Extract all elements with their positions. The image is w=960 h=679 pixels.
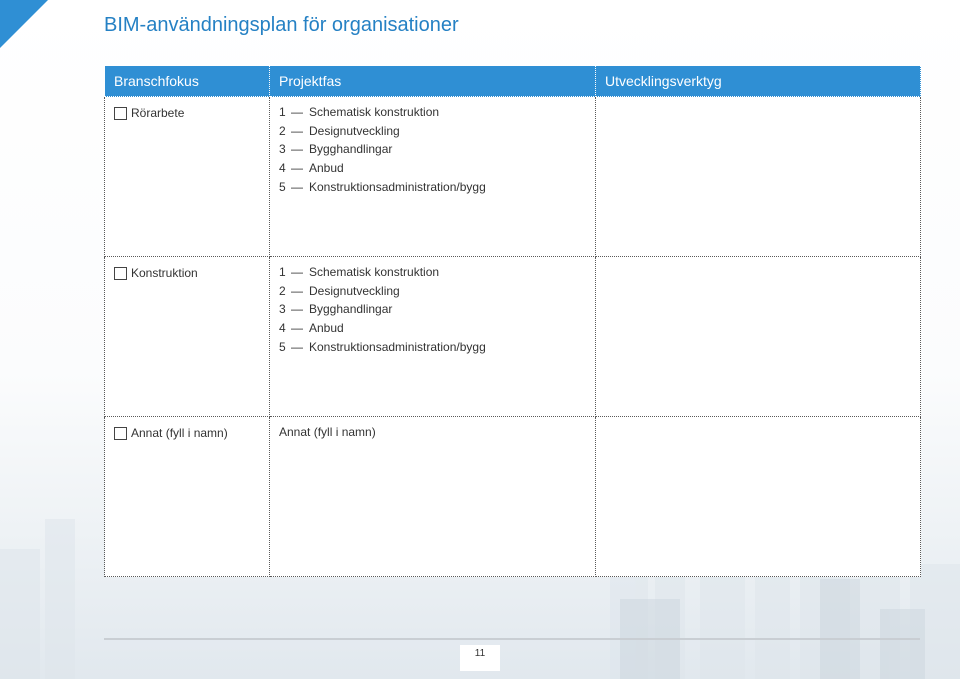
phase-cell [270, 257, 596, 417]
focus-label: Annat (fyll i namn) [131, 426, 228, 440]
phase-item: 5 — Konstruktionsadministration/bygg [279, 339, 486, 354]
table-row [105, 417, 921, 577]
table-row [105, 97, 921, 257]
footer-divider [104, 638, 920, 640]
page-title: BIM-användningsplan för organisationer [104, 14, 459, 36]
phase-item: 5 — Konstruktionsadministration/bygg [279, 179, 486, 194]
phase-item: 1 — Schematisk konstruktion [279, 105, 440, 119]
phase-item: 3 — Bygghandlingar [279, 142, 393, 157]
focus-label: Rörarbete [131, 106, 185, 120]
phase-item: 4 — Anbud [279, 321, 344, 336]
focus-cell [105, 417, 270, 577]
tool-cell[interactable] [596, 257, 921, 417]
phase-cell[interactable] [270, 417, 596, 577]
table-header-row [105, 66, 921, 97]
focus-cell [105, 97, 270, 257]
phase-item: 2 — Designutveckling [279, 283, 400, 298]
phase-item: 4 — Anbud [279, 161, 344, 176]
phase-item: 1 — Schematisk konstruktion [279, 265, 440, 279]
phase-cell [270, 97, 596, 257]
focus-checkbox-rorarbete[interactable] [114, 107, 127, 120]
phase-item: 2 — Designutveckling [279, 123, 400, 138]
phase-other-text: Annat (fyll i namn) [279, 425, 376, 439]
tool-cell[interactable] [596, 417, 921, 577]
header-projektfas: Projektfas [270, 66, 596, 97]
bim-plan-table [104, 65, 921, 577]
corner-accent [0, 0, 48, 48]
phase-list [270, 257, 595, 357]
focus-checkbox-konstruktion[interactable] [114, 267, 127, 280]
phase-list [270, 97, 595, 197]
focus-label: Konstruktion [131, 266, 198, 280]
page-number: 11 [460, 645, 500, 671]
header-utvecklingsverktyg: Utvecklingsverktyg [596, 66, 921, 97]
focus-checkbox-annat[interactable] [114, 427, 127, 440]
table-row [105, 257, 921, 417]
tool-cell[interactable] [596, 97, 921, 257]
focus-cell [105, 257, 270, 417]
phase-item: 3 — Bygghandlingar [279, 302, 393, 317]
header-branschfokus: Branschfokus [105, 66, 270, 97]
